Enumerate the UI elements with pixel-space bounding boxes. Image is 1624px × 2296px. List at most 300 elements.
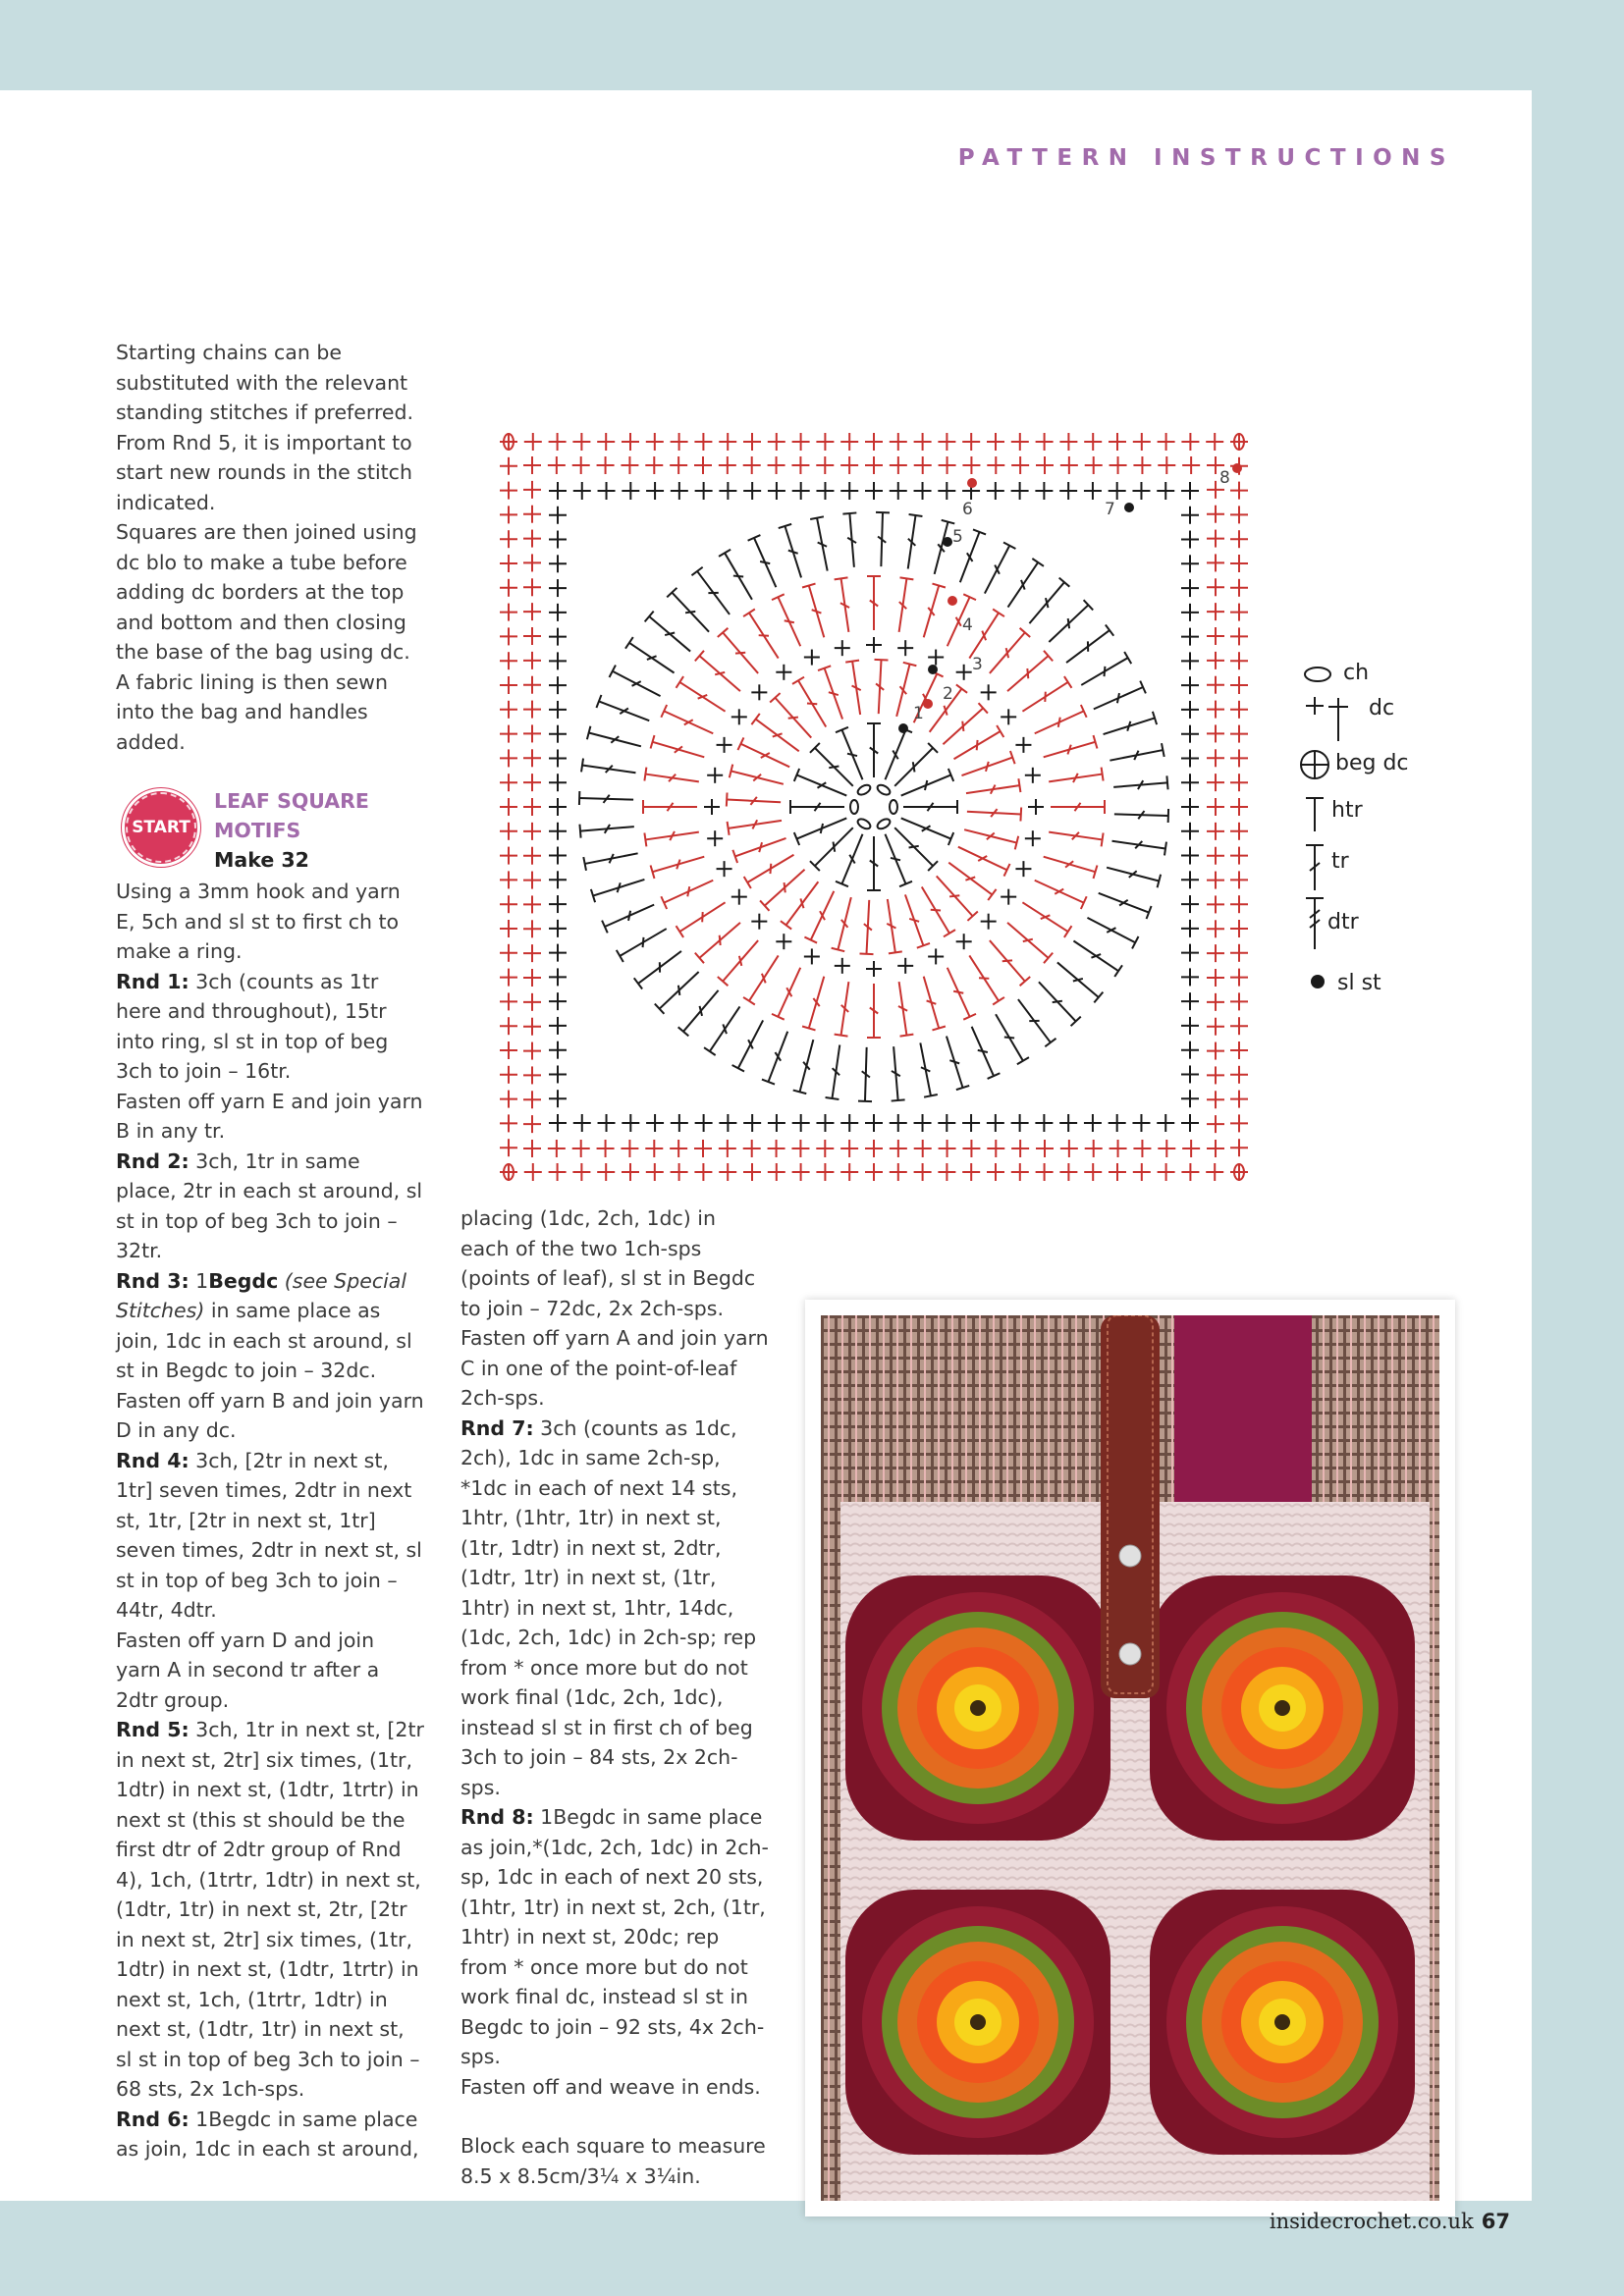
dc-stitch-icon — [523, 944, 541, 962]
dc-stitch-icon — [523, 554, 541, 571]
dc-stitch-icon — [1230, 579, 1248, 597]
dc-stitch-icon — [549, 482, 567, 500]
dc-stitch-icon — [1181, 920, 1199, 937]
dc-stitch-icon — [549, 920, 567, 937]
round-1: Rnd 1: 3ch (counts as 1tr here and throughout), 15tr into ring, sl st in top of beg 3ch to join – 16tr. — [116, 969, 389, 1083]
dc-stitch-icon — [1181, 871, 1199, 888]
dc-stitch-icon — [890, 433, 907, 451]
treble-symbol-icon — [1306, 845, 1324, 890]
dc-stitch-icon — [1059, 482, 1077, 500]
dc-stitch-icon — [1207, 554, 1224, 571]
dc-stitch-icon — [523, 1066, 541, 1084]
dc-stitch-icon — [646, 1114, 664, 1132]
dc-stitch-icon — [500, 579, 517, 597]
dc-stitch-icon — [816, 1163, 834, 1181]
dc-stitch-icon — [1207, 798, 1224, 816]
dc-stitch-icon — [751, 914, 767, 930]
dc-stitch-icon — [523, 603, 541, 620]
text-column-middle — [460, 1203, 770, 2191]
dc-stitch-icon — [1207, 823, 1224, 840]
dc-stitch-icon — [549, 944, 567, 962]
dc-stitch-icon — [549, 725, 567, 743]
dc-stitch-icon — [549, 579, 567, 597]
dc-stitch-icon — [1028, 799, 1044, 815]
dc-stitch-icon — [523, 798, 541, 816]
instruction-intro: Using a 3mm hook and yarn E, 5ch and sl st to first ch to make a ring. — [116, 880, 401, 963]
dc-stitch-icon — [719, 456, 736, 474]
dc-stitch-icon — [1230, 749, 1248, 767]
dc-stitch-icon — [1181, 1163, 1199, 1181]
dc-stitch-icon — [717, 861, 732, 877]
dc-stitch-icon — [1207, 920, 1224, 937]
dc-stitch-icon — [791, 456, 809, 474]
dc-stitch-icon — [573, 1114, 591, 1132]
dc-stitch-icon — [500, 969, 517, 987]
dc-stitch-icon — [500, 798, 517, 816]
section-title: LEAF SQUARE MOTIFS — [214, 789, 369, 842]
dc-stitch-icon — [1133, 433, 1151, 451]
dc-stitch-icon — [500, 1041, 517, 1059]
dc-stitch-icon — [523, 724, 541, 742]
dc-stitch-icon — [671, 433, 688, 451]
dc-stitch-icon — [549, 823, 567, 840]
dc-stitch-icon — [1011, 482, 1029, 500]
dc-stitch-icon — [707, 768, 723, 783]
dc-stitch-icon — [549, 992, 567, 1010]
legend-htr-label: htr — [1331, 798, 1363, 823]
dc-stitch-icon — [500, 1114, 517, 1132]
dc-stitch-icon — [865, 1114, 883, 1132]
dc-stitch-icon — [523, 627, 541, 645]
dc-stitch-icon — [897, 640, 913, 656]
dc-stitch-icon — [549, 774, 567, 791]
section-header: PATTERN INSTRUCTIONS — [957, 145, 1455, 171]
dc-stitch-icon — [719, 1163, 736, 1181]
slip-stitch-icon — [1232, 463, 1242, 473]
dc-stitch-icon — [1230, 798, 1248, 816]
dc-stitch-icon — [1036, 1163, 1054, 1181]
round-number-label: 5 — [952, 527, 963, 547]
dc-stitch-icon — [987, 482, 1004, 500]
dc-stitch-icon — [1230, 676, 1248, 694]
dc-stitch-icon — [776, 665, 791, 680]
dc-stitch-icon — [914, 1163, 932, 1181]
dc-stitch-icon — [549, 555, 567, 572]
slip-stitch-icon — [898, 723, 908, 733]
dc-stitch-icon — [928, 948, 944, 964]
dc-stitch-icon — [890, 482, 907, 500]
dc-stitch-icon — [890, 1114, 907, 1132]
dc-stitch-icon — [549, 507, 567, 524]
dc-stitch-icon — [523, 456, 541, 474]
dc-stitch-icon — [743, 456, 761, 474]
dc-stitch-icon — [1011, 1114, 1029, 1132]
dc-stitch-icon — [1157, 1114, 1174, 1132]
dc-stitch-icon — [1025, 768, 1041, 783]
dc-stitch-icon — [1181, 652, 1199, 669]
dc-stitch-icon — [981, 684, 997, 700]
dc-stitch-icon — [816, 433, 834, 451]
double-treble-symbol-icon — [1306, 898, 1324, 949]
dc-stitch-icon — [1181, 1017, 1199, 1035]
dc-stitch-icon — [572, 1163, 590, 1181]
dc-stitch-icon — [1207, 724, 1224, 742]
dc-stitch-icon — [890, 456, 907, 474]
dc-stitch-icon — [1181, 701, 1199, 719]
dc-stitch-icon — [1084, 1114, 1102, 1132]
dc-stitch-icon — [1181, 507, 1199, 524]
dc-stitch-icon — [523, 578, 541, 596]
dc-stitch-icon — [523, 823, 541, 840]
dc-stitch-icon — [500, 530, 517, 548]
dc-stitch-icon — [1206, 1163, 1223, 1181]
dc-stitch-icon — [549, 628, 567, 646]
dc-stitch-icon — [500, 823, 517, 840]
website-url[interactable]: insidecrochet.co.uk — [1269, 2210, 1474, 2233]
dc-stitch-icon — [523, 676, 541, 694]
dc-stitch-icon — [523, 774, 541, 791]
dc-stitch-icon — [646, 433, 664, 451]
dc-stitch-icon — [1230, 1139, 1248, 1156]
dc-stitch-icon — [816, 456, 834, 474]
dc-stitch-icon — [500, 701, 517, 719]
dc-stitch-icon — [1110, 456, 1127, 474]
dc-stitch-icon — [1158, 1163, 1175, 1181]
dc-stitch-icon — [694, 456, 712, 474]
intro-paragraph-2: Squares are then joined using dc blo to make a tube before adding dc borders at the top and bottom and then closing the base of the bag using dc. A fabric lining is then sewn into the bag and handles added. — [116, 520, 417, 754]
dc-stitch-icon — [768, 482, 785, 500]
dc-stitch-icon — [938, 1114, 955, 1132]
dc-stitch-icon — [500, 1139, 517, 1156]
dc-stitch-icon — [1181, 725, 1199, 743]
dc-stitch-icon — [1181, 992, 1199, 1010]
dc-stitch-icon — [1207, 1115, 1224, 1133]
dc-stitch-icon — [792, 433, 810, 451]
dc-stitch-icon — [523, 481, 541, 499]
dc-stitch-icon — [670, 456, 687, 474]
dc-stitch-icon — [671, 1114, 688, 1132]
dc-stitch-icon — [1207, 993, 1224, 1011]
dc-stitch-icon — [1001, 889, 1016, 905]
dc-stitch-icon — [1181, 968, 1199, 986]
dc-stitch-icon — [1207, 895, 1224, 913]
dc-stitch-icon — [621, 456, 638, 474]
dc-stitch-icon — [804, 948, 820, 964]
dc-stitch-icon — [1207, 1042, 1224, 1060]
dc-stitch-icon — [1230, 895, 1248, 913]
dc-stitch-icon — [500, 555, 517, 572]
dc-stitch-icon — [1207, 603, 1224, 620]
dc-stitch-icon — [500, 774, 517, 791]
dc-stitch-icon — [645, 456, 663, 474]
dc-stitch-icon — [523, 1140, 541, 1157]
dc-stitch-icon — [549, 433, 567, 451]
dc-stitch-icon — [987, 433, 1004, 451]
fasten-off-3: Fasten off yarn D and join yarn A in second tr after a 2dtr group. — [116, 1628, 380, 1712]
round-number-label: 2 — [943, 684, 953, 704]
dc-stitch-icon — [622, 1163, 639, 1181]
chain-stitch-icon — [856, 817, 872, 830]
dc-stitch-icon — [928, 650, 944, 666]
dc-stitch-icon — [1230, 1114, 1248, 1132]
dc-stitch-icon — [897, 958, 913, 974]
dc-stitch-icon — [792, 1114, 810, 1132]
dc-stitch-icon — [549, 749, 567, 767]
dc-stitch-icon — [719, 482, 736, 500]
dc-stitch-icon — [719, 1140, 736, 1157]
dc-stitch-icon — [914, 456, 932, 474]
dc-stitch-icon — [1132, 482, 1150, 500]
dc-stitch-icon — [707, 830, 723, 846]
dc-stitch-icon — [1036, 433, 1054, 451]
slip-stitch-icon — [923, 699, 933, 709]
dc-stitch-icon — [1181, 555, 1199, 572]
dc-stitch-icon — [1206, 433, 1223, 451]
page-number: 67 — [1481, 2210, 1510, 2233]
dc-stitch-icon — [523, 993, 541, 1011]
dc-stitch-icon — [1230, 482, 1248, 500]
legend-dc-label: dc — [1369, 696, 1395, 721]
dc-stitch-icon — [549, 652, 567, 669]
dc-stitch-icon — [1059, 1163, 1077, 1181]
dc-stitch-icon — [914, 433, 932, 451]
crochet-bag-photo — [821, 1315, 1439, 2201]
dc-stitch-icon — [938, 433, 955, 451]
dc-stitch-icon — [1230, 555, 1248, 572]
dc-stitch-icon — [646, 482, 664, 500]
dc-stitch-icon — [1207, 1140, 1224, 1157]
beginning-dc-symbol-icon — [1301, 751, 1328, 778]
dc-stitch-icon — [695, 482, 713, 500]
dc-stitch-icon — [816, 1140, 834, 1157]
dc-stitch-icon — [500, 506, 517, 523]
crochet-chart — [491, 424, 1257, 1190]
dc-stitch-icon — [865, 433, 883, 451]
dc-stitch-icon — [1207, 578, 1224, 596]
intro-paragraph-1: Starting chains can be substituted with the relevant standing stitches if preferred. From Rnd 5, it is important to start new rounds in the stitch indicated. — [116, 341, 414, 514]
dc-stitch-icon — [751, 684, 767, 700]
dc-stitch-icon — [500, 457, 517, 475]
dc-stitch-icon — [500, 1091, 517, 1108]
dc-stitch-icon — [840, 1114, 858, 1132]
dc-stitch-icon — [1181, 604, 1199, 621]
slip-stitch-symbol-icon — [1311, 975, 1325, 988]
dc-stitch-icon — [1011, 433, 1029, 451]
dc-stitch-icon — [840, 456, 858, 474]
dc-stitch-icon — [1230, 944, 1248, 962]
dc-stitch-icon — [835, 958, 850, 974]
dc-stitch-icon — [1181, 1114, 1199, 1132]
dc-stitch-icon — [1207, 530, 1224, 548]
chart-legend — [1296, 655, 1492, 1008]
dc-stitch-icon — [1230, 847, 1248, 865]
slip-stitch-icon — [943, 537, 952, 547]
chain-stitch-icon — [876, 817, 892, 830]
dc-stitch-icon — [523, 506, 541, 523]
dc-stitch-icon — [962, 456, 980, 474]
round-number-label: 7 — [1105, 500, 1115, 519]
dc-stitch-icon — [1181, 798, 1199, 816]
dc-stitch-icon — [1207, 627, 1224, 645]
dc-stitch-icon — [865, 1140, 883, 1157]
dc-stitch-icon — [573, 482, 591, 500]
dc-stitch-icon — [1207, 749, 1224, 767]
dc-stitch-icon — [549, 1090, 567, 1107]
dc-stitch-icon — [549, 847, 567, 865]
dc-stitch-icon — [1036, 1140, 1054, 1157]
dc-stitch-icon — [1207, 1066, 1224, 1084]
dc-stitch-icon — [1230, 627, 1248, 645]
dc-stitch-icon — [549, 968, 567, 986]
dc-stitch-icon — [622, 482, 639, 500]
dc-stitch-icon — [1181, 579, 1199, 597]
round-4: Rnd 4: 3ch, [2tr in next st, 1tr] seven times, 2dtr in next st, 1tr, [2tr in next st, 1tr] seven times, 2dtr in next st, sl st in top of beg 3ch to join – 44tr, 4dtr. — [116, 1448, 422, 1622]
dc-stitch-icon — [1230, 1066, 1248, 1084]
dc-stitch-icon — [549, 1041, 567, 1059]
dc-stitch-icon — [1060, 456, 1078, 474]
dc-stitch-icon — [549, 1163, 567, 1181]
dc-stitch-icon — [694, 1140, 712, 1157]
dc-stitch-icon — [549, 895, 567, 913]
dc-stitch-icon — [840, 1140, 858, 1157]
dc-stitch-icon — [500, 871, 517, 888]
dc-stitch-icon — [1181, 895, 1199, 913]
dc-stitch-icon — [500, 676, 517, 694]
dc-stitch-icon — [695, 1114, 713, 1132]
round-number-label: 3 — [972, 655, 983, 674]
dc-stitch-icon — [914, 482, 932, 500]
dc-stitch-icon — [1207, 701, 1224, 719]
dc-stitch-icon — [1035, 482, 1053, 500]
dc-stitch-icon — [597, 433, 615, 451]
dc-stitch-icon — [549, 1114, 567, 1132]
dc-stitch-icon — [1001, 709, 1016, 724]
dc-stitch-icon — [1230, 433, 1248, 451]
dc-stitch-icon — [865, 482, 883, 500]
dc-stitch-icon — [1085, 456, 1103, 474]
dc-stitch-icon — [840, 1163, 858, 1181]
fasten-off-2: Fasten off yarn B and join yarn D in any dc. — [116, 1388, 424, 1442]
dc-stitch-icon — [549, 1017, 567, 1035]
dc-stitch-icon — [622, 433, 639, 451]
dc-stitch-icon — [500, 1017, 517, 1035]
dc-stitch-icon — [1085, 1140, 1103, 1157]
dc-stitch-icon — [500, 652, 517, 669]
dc-stitch-icon — [523, 969, 541, 987]
dc-stitch-icon — [572, 456, 590, 474]
dc-stitch-icon — [523, 895, 541, 913]
dc-stitch-icon — [1230, 1163, 1248, 1181]
dc-stitch-icon — [523, 847, 541, 865]
chain-stitch-icon — [890, 800, 897, 814]
slip-stitch-icon — [947, 596, 957, 606]
dc-stitch-icon — [731, 889, 747, 905]
dc-stitch-icon — [1230, 604, 1248, 621]
dc-stitch-icon — [1011, 456, 1029, 474]
blocking-note: Block each square to measure 8.5 x 8.5cm/3¼ x 3¼in. — [460, 2134, 766, 2188]
dc-stitch-icon — [1207, 652, 1224, 669]
page-footer — [1270, 2210, 1510, 2233]
dc-stitch-icon — [1230, 969, 1248, 987]
round-5: Rnd 5: 3ch, 1tr in next st, [2tr in next st, 2tr] six times, (1tr, 1dtr) in next st, (1dtr, 1trtr) in next st (this st should be the first dtr of 2dtr group of Rnd 4), 1ch, (1trtr, 1dtr) in next st, (1dtr, 1tr) in next st, 2tr, [2tr in next st, 2tr] six times, (1tr, 1dtr) in next st, (1dtr, 1trtr) in next st, 1ch, (1trtr, 1dtr) in next st, (1dtr, 1tr) in next st, sl st in top of beg 3ch to join – 68 sts, 2x 1ch-sps. — [116, 1718, 424, 2101]
dc-stitch-icon — [792, 1163, 810, 1181]
dc-stitch-icon — [743, 433, 761, 451]
dc-stitch-icon — [1181, 676, 1199, 694]
dc-stitch-icon — [1207, 1091, 1224, 1108]
dc-stitch-icon — [938, 482, 955, 500]
dc-stitch-icon — [1036, 456, 1054, 474]
dc-stitch-icon — [621, 1140, 638, 1157]
start-badge: START — [122, 788, 200, 867]
dc-stitch-icon — [1133, 1163, 1151, 1181]
dc-stitch-icon — [523, 920, 541, 937]
dc-stitch-icon — [1181, 531, 1199, 549]
section-heading — [116, 786, 425, 879]
dc-stitch-icon — [792, 482, 810, 500]
text-column-left — [116, 338, 425, 2164]
legend-dtr-label: dtr — [1327, 910, 1359, 934]
dc-stitch-icon — [939, 1140, 956, 1157]
chain-stitch-icon — [856, 783, 872, 797]
dc-stitch-icon — [500, 482, 517, 500]
dc-stitch-icon — [768, 1114, 785, 1132]
dc-stitch-icon — [1207, 506, 1224, 523]
dc-stitch-icon — [1060, 1140, 1078, 1157]
dc-stitch-icon — [1158, 456, 1175, 474]
legend-ch-label: ch — [1343, 661, 1370, 685]
dc-stitch-icon — [865, 1163, 883, 1181]
dc-stitch-icon — [776, 934, 791, 949]
dc-stitch-icon — [598, 1114, 616, 1132]
dc-stitch-icon — [549, 701, 567, 719]
dc-stitch-icon — [500, 895, 517, 913]
half-treble-symbol-icon — [1306, 798, 1324, 831]
dc-stitch-icon — [816, 482, 834, 500]
dc-stitch-icon — [743, 1114, 761, 1132]
slip-stitch-icon — [1124, 503, 1134, 512]
dc-stitch-icon — [768, 456, 785, 474]
dc-stitch-icon — [597, 1140, 615, 1157]
dc-stitch-icon — [1132, 1114, 1150, 1132]
dc-stitch-icon — [1230, 652, 1248, 669]
dc-stitch-icon — [1182, 1140, 1200, 1157]
chart-diagram — [491, 424, 1257, 1190]
dc-stitch-icon — [840, 482, 858, 500]
dc-stitch-icon — [549, 1065, 567, 1083]
dc-stitch-icon — [1181, 823, 1199, 840]
dc-stitch-icon — [1230, 725, 1248, 743]
dc-stitch-icon — [1181, 1065, 1199, 1083]
dc-stitch-icon — [1110, 1140, 1127, 1157]
dc-stitch-icon — [549, 676, 567, 694]
dc-stitch-icon — [622, 1114, 639, 1132]
dc-stitch-icon — [523, 652, 541, 669]
dc-stitch-icon — [1157, 482, 1174, 500]
dc-stitch-icon — [500, 627, 517, 645]
dc-stitch-icon — [548, 1140, 566, 1157]
slip-stitch-icon — [967, 478, 977, 488]
dc-stitch-icon — [1059, 1114, 1077, 1132]
dc-stitch-icon — [791, 1140, 809, 1157]
dc-stitch-icon — [1230, 823, 1248, 840]
dc-stitch-icon — [1181, 433, 1199, 451]
dc-stitch-icon — [987, 1114, 1004, 1132]
dc-stitch-icon — [597, 1163, 615, 1181]
dc-stitch-icon — [523, 1018, 541, 1036]
dc-stitch-icon — [890, 1163, 907, 1181]
dc-stitch-icon — [1059, 433, 1077, 451]
dc-stitch-icon — [1181, 1090, 1199, 1107]
